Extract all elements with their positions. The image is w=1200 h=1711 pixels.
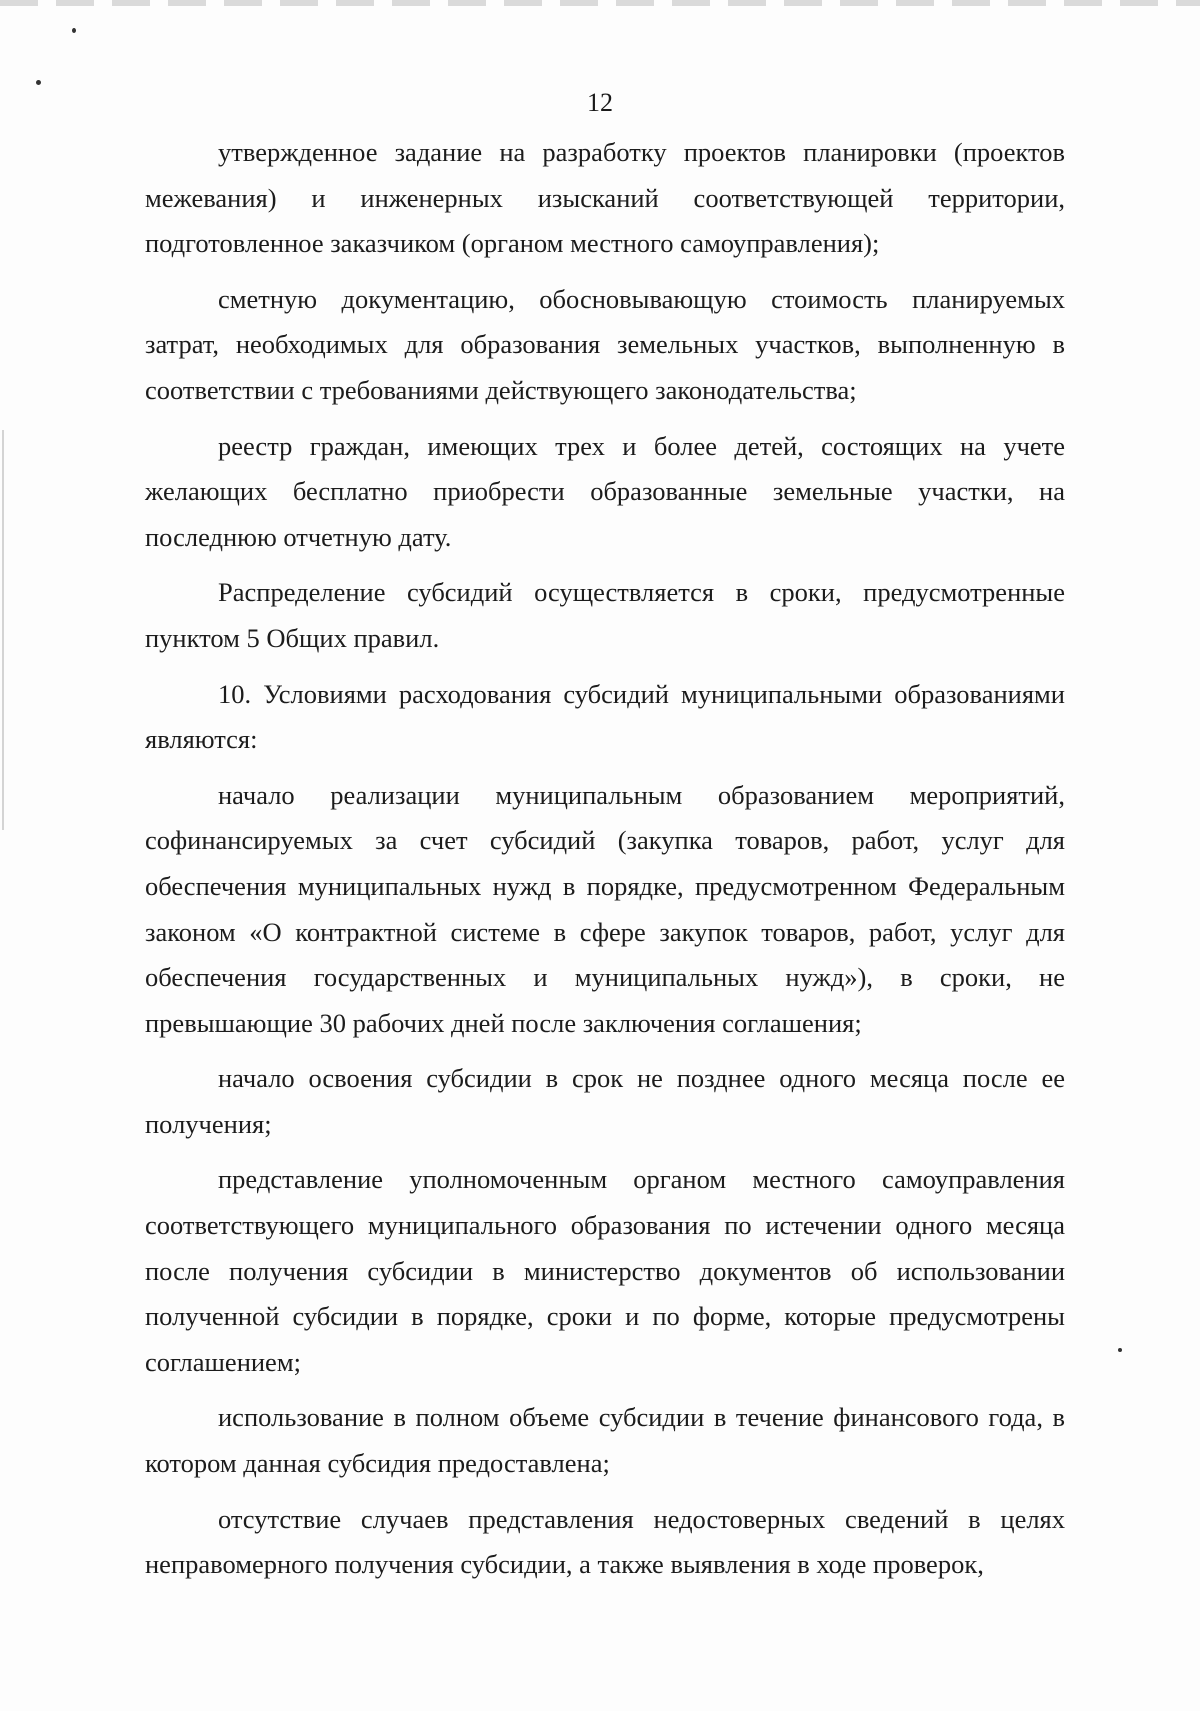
page-number: 12: [587, 88, 613, 117]
paragraph: Распределение субсидий осуществляется в сроки, предусмотренные пунктом 5 Общих правил.: [145, 577, 1065, 653]
paragraph: представление уполномоченным органом местного самоуправления соответствующего муниципального образования по истечении одного месяца после получения субсидии в министерство документов об использовании полученной субсидии в порядке, сроки и по форме, которые предусмотрены соглашением;: [145, 1164, 1065, 1377]
paragraph: начало освоения субсидии в срок не позднее одного месяца после ее получения;: [145, 1063, 1065, 1139]
paragraph: реестр граждан, имеющих трех и более детей, состоящих на учете желающих бесплатно приобрести образованные земельные участки, на последнюю отчетную дату.: [145, 430, 1065, 552]
scan-left-edge: [2, 430, 4, 830]
scan-speck: [72, 28, 76, 33]
scan-speck: [36, 80, 41, 85]
paragraph: сметную документацию, обосновывающую стоимость планируемых затрат, необходимых для образования земельных участков, выполненную в соответствии с требованиями действующего законодательства;: [145, 283, 1065, 405]
paragraph: начало реализации муниципальным образованием мероприятий, софинансируемых за счет субсидий (закупка товаров, работ, услуг для обеспечения муниципальных нужд в порядке, предусмотренном Федеральным законом «О контрактной системе в сфере закупок товаров, работ, услуг для обеспечения государственных и муниципальных нужд»), в сроки, не превышающие 30 рабочих дней после заключения соглашения;: [145, 779, 1065, 1038]
paragraph: отсутствие случаев представления недостоверных сведений в целях неправомерного получения субсидии, а также выявления в ходе проверок,: [145, 1503, 1065, 1580]
paragraph: использование в полном объеме субсидии в течение финансового года, в котором данная субсидия предоставлена;: [145, 1402, 1065, 1479]
scan-speck: [1118, 1348, 1122, 1352]
paragraph: 10. Условиями расходования субсидий муниципальными образованиями являются:: [145, 678, 1065, 755]
paragraph: утвержденное задание на разработку проектов планировки (проектов межевания) и инженерных изысканий соответствующей территории, подготовленное заказчиком (органом местного самоуправления);: [145, 137, 1065, 259]
scan-top-edge: [0, 0, 1200, 6]
document-body: [145, 130, 1065, 1598]
